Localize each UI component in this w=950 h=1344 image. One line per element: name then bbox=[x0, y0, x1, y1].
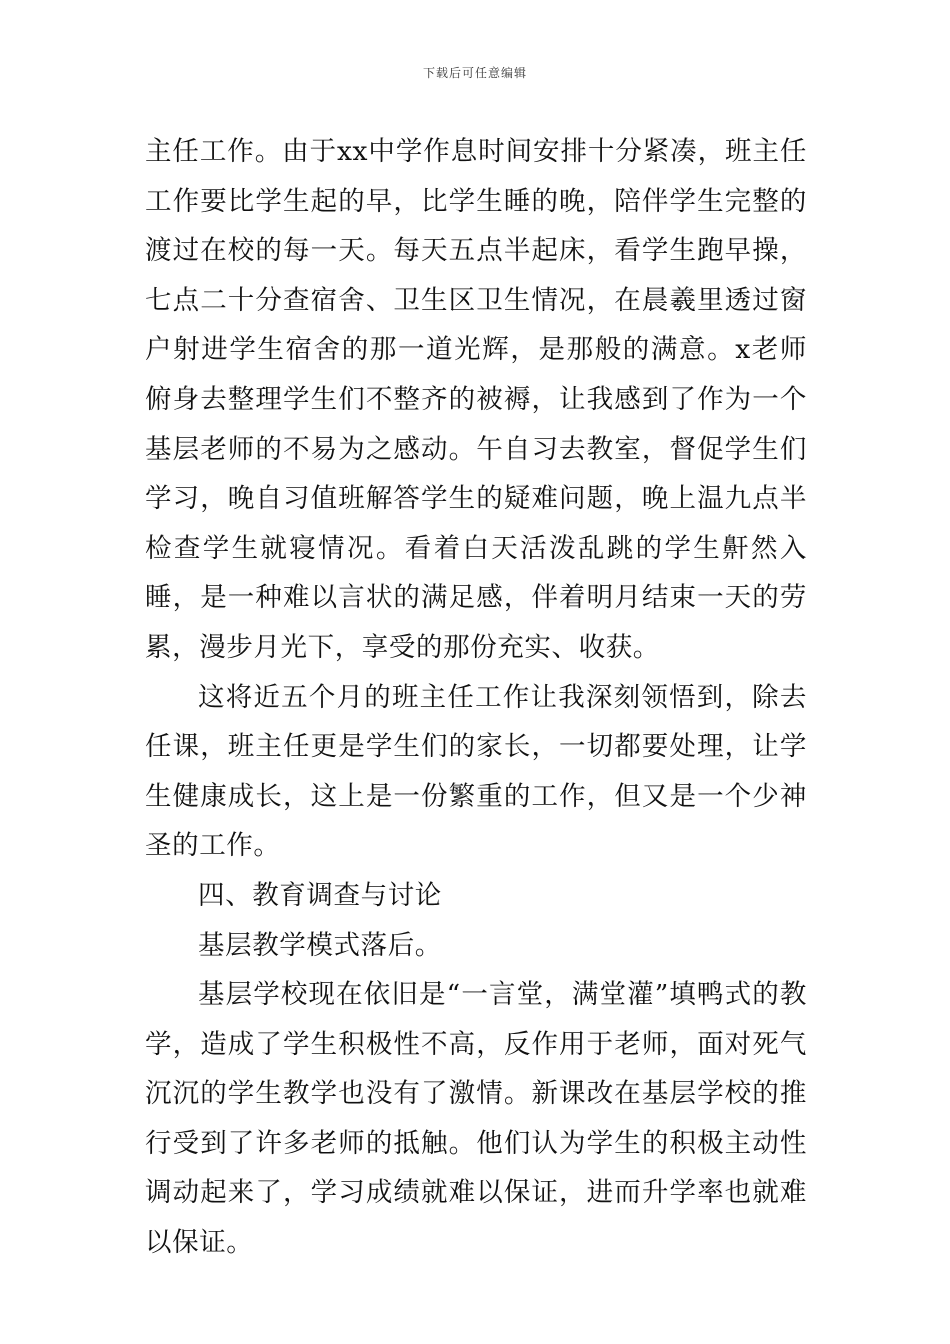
document-body bbox=[145, 127, 807, 1268]
page-header-note: 下载后可任意编辑 bbox=[422, 66, 527, 80]
paragraph-class-teacher-routine: 主任工作。由于xx中学作息时间安排十分紧凑，班主任工作要比学生起的早，比学生睡的晚，陪伴学生完整的渡过在校的每一天。每天五点半起床，看学生跑早操，七点二十分查宿舍、卫生区卫生情况，在晨羲里透过窗户射进学生宿舍的那一道光辉，是那般的满意。x老师俯身去整理学生们不整齐的被褥，让我感到了作为一个基层老师的不易为之感动。午自习去教室，督促学生们学习，晚自习值班解答学生的疑难问题，晚上温九点半检查学生就寝情况。看着白天活泼乱跳的学生鼾然入睡，是一种难以言状的满足感，伴着明月结束一天的劳累，漫步月光下，享受的那份充实、收获。 bbox=[145, 136, 807, 663]
paragraph-class-teacher-reflection: 这将近五个月的班主任工作让我深刻领悟到，除去任课，班主任更是学生们的家长，一切都要处理，让学生健康成长，这上是一份繁重的工作，但又是一个少神圣的工作。 bbox=[145, 681, 807, 862]
subheading-teaching-mode: 基层教学模式落后。 bbox=[198, 929, 442, 961]
paragraph-teaching-mode-detail: 基层学校现在依旧是“一言堂，满堂灌”填鸭式的教学，造成了学生积极性不高，反作用于老师，面对死气沉沉的学生教学也没有了激情。新课改在基层学校的推行受到了许多老师的抵触。他们认为学生的积极主动性调动起来了，学习成绩就难以保证，进而升学率也就难以保证。 bbox=[145, 979, 807, 1259]
section-heading-education-survey: 四、教育调查与讨论 bbox=[198, 879, 442, 911]
